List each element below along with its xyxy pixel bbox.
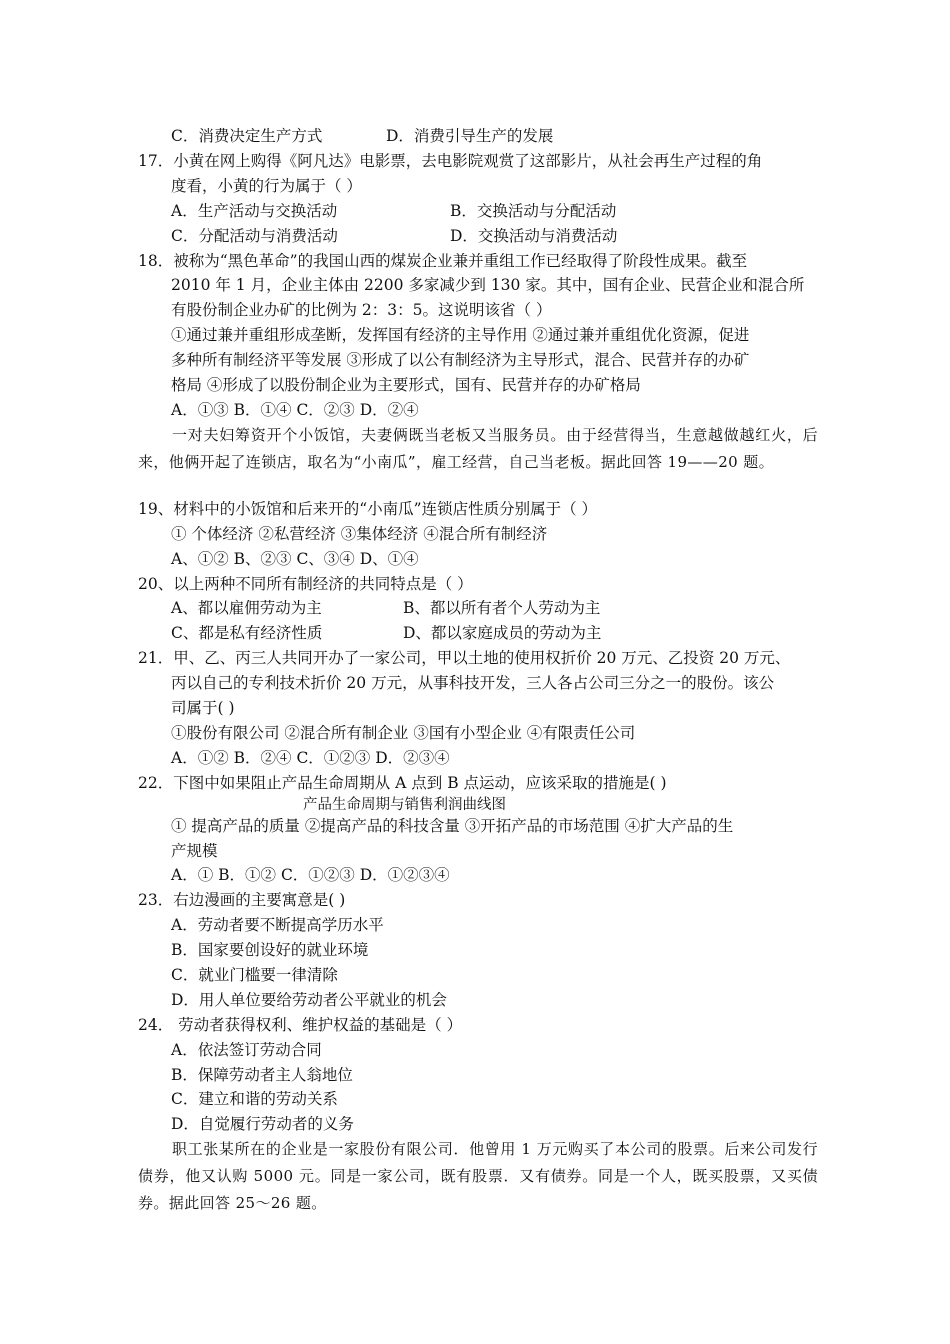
figure-title: 产品生命周期与销售利润曲线图: [303, 797, 506, 813]
question-18: 18．被称为“黑色革命”的我国山西的煤炭企业兼并重组工作已经取得了阶段性成果。截至: [138, 252, 748, 270]
option-a: A．劳动者要不断提高学历水平: [171, 916, 384, 934]
question-17-line2: 度看，小黄的行为属于（ ）: [171, 177, 362, 195]
option-b: B、都以所有者个人劳动为主: [403, 599, 601, 617]
question-18-line2: 2010 年 1 月，企业主体由 2200 多家减少到 130 家。其中，国有企业、民营企业和混合所: [171, 276, 805, 294]
option-c: C、都是私有经济性质: [171, 624, 323, 642]
option-a: A．依法签订劳动合同: [171, 1041, 322, 1059]
question-21-line2: 丙以自己的专利技术折价 20 万元，从事科技开发，三人各占公司三分之一的股份。该公: [171, 674, 775, 692]
option-c: C．就业门槛要一律清除: [171, 966, 338, 984]
question-21: 21．甲、乙、丙三人共同开办了一家公司，甲以土地的使用权折价 20 万元、乙投资 20 万元、: [138, 649, 791, 667]
question-18-line6: 格局 ④形成了以股份制企业为主要形式，国有、民营并存的办矿格局: [171, 376, 641, 394]
option-c: C．建立和谐的劳动关系: [171, 1090, 338, 1108]
option-d: D．交换活动与消费活动: [450, 227, 618, 245]
question-24: 24． 劳动者获得权利、维护权益的基础是（ ）: [138, 1016, 463, 1034]
question-18-options: A．①③ B．①④ C．②③ D．②④: [171, 401, 419, 419]
question-20: 20、以上两种不同所有制经济的共同特点是（ ）: [138, 575, 473, 593]
option-d: D．自觉履行劳动者的义务: [171, 1115, 354, 1133]
option-c: C．消费决定生产方式: [171, 127, 323, 145]
question-21-options: A．①② B．②④ C．①②③ D．②③④: [171, 749, 450, 767]
question-22-line2: ① 提高产品的质量 ②提高产品的科技含量 ③开拓产品的市场范围 ④扩大产品的生: [171, 817, 734, 835]
option-b: B．国家要创设好的就业环境: [171, 941, 369, 959]
question-18-line5: 多种所有制经济平等发展 ③形成了以公有制经济为主导形式，混合、民营并存的办矿: [171, 351, 750, 369]
question-19-options: A、①② B、②③ C、③④ D、①④: [171, 550, 419, 568]
option-d: D、都以家庭成员的劳动为主: [403, 624, 602, 642]
material-25-26: 职工张某所在的企业是一家股份有限公司．他曾用 1 万元购买了本公司的股票。后来公司发行债券，他又认购 5000 元。同是一家公司，既有股票．又有债券。同是一个人，既买股票，又买债券。据此回答 25～26 题。: [138, 1140, 818, 1212]
option-c: C．分配活动与消费活动: [171, 227, 338, 245]
question-19: 19、材料中的小饭馆和后来开的“小南瓜”连锁店性质分别属于（ ）: [138, 500, 598, 518]
question-22: 22．下图中如果阻止产品生命周期从 A 点到 B 点运动，应该采取的措施是( ): [138, 774, 667, 792]
question-22-options: A．① B．①② C．①②③ D．①②③④: [171, 866, 450, 884]
option-a: A．生产活动与交换活动: [171, 202, 338, 220]
question-19-line2: ① 个体经济 ②私营经济 ③集体经济 ④混合所有制经济: [171, 525, 548, 543]
option-d: D．用人单位要给劳动者公平就业的机会: [171, 991, 447, 1009]
material-19-20: 一对夫妇筹资开个小饭馆，夫妻俩既当老板又当服务员。由于经营得当，生意越做越红火，后来，他俩开起了连锁店，取名为“小南瓜”，雇工经营，自己当老板。据此回答 19——20 题。: [138, 426, 818, 471]
question-18-line4: ①通过兼并重组形成垄断，发挥国有经济的主导作用 ②通过兼并重组优化资源，促进: [171, 326, 750, 344]
option-d: D．消费引导生产的发展: [386, 127, 554, 145]
question-22-line3: 产规模: [171, 842, 218, 860]
question-17: 17．小黄在网上购得《阿凡达》电影票，去电影院观赏了这部影片，从社会再生产过程的角: [138, 152, 763, 170]
question-21-line3: 司属于( ): [171, 699, 235, 717]
option-b: B．保障劳动者主人翁地位: [171, 1066, 353, 1084]
option-b: B．交换活动与分配活动: [450, 202, 617, 220]
question-23: 23．右边漫画的主要寓意是( ): [138, 891, 346, 909]
question-21-line4: ①股份有限公司 ②混合所有制企业 ③国有小型企业 ④有限责任公司: [171, 724, 636, 742]
question-18-line3: 有股份制企业办矿的比例为 2：3：5。这说明该省（ ）: [171, 301, 552, 319]
option-a: A、都以雇佣劳动为主: [171, 599, 322, 617]
